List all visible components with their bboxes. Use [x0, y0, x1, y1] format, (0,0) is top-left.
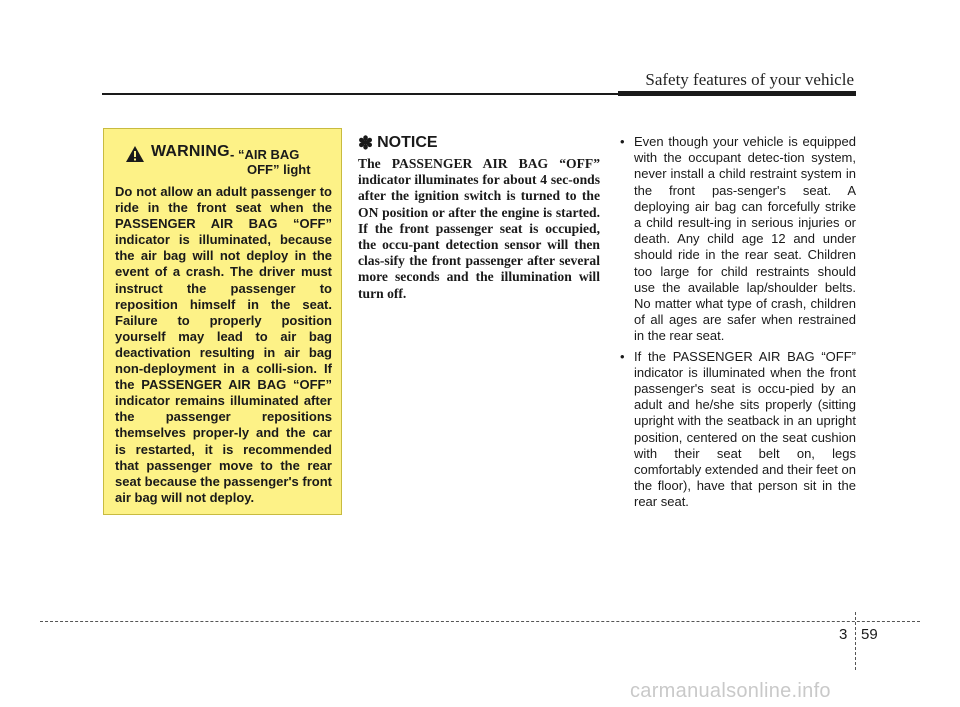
page-section-number: 3	[839, 626, 848, 643]
bullet-text: If the PASSENGER AIR BAG “OFF” indicator is illuminated when the front passenger's seat is occu-pied by an adult and he/she sits properly (sitting upright with the seatback in an upright position, centered on the seat cushion with their seat belt on, legs comfortably extended and their feet on the floor), have that person sit in the rear seat.	[634, 348, 856, 510]
warning-subtitle-line1: - “AIR BAG	[230, 147, 300, 162]
bullet-list	[618, 134, 856, 515]
bullet-icon: •	[620, 134, 625, 149]
notice-star-icon: ✽	[358, 133, 374, 153]
list-item	[618, 134, 856, 345]
page-header-title: Safety features of your vehicle	[645, 70, 854, 89]
warning-box	[103, 128, 342, 515]
warning-subtitle-line2: OFF” light	[247, 162, 311, 177]
notice-title: NOTICE	[377, 134, 438, 151]
warning-label: WARNING	[151, 143, 230, 160]
bullet-icon: •	[620, 348, 625, 364]
page-number: 59	[861, 626, 878, 643]
bullet-text: Even though your vehicle is equipped with the occupant detec-tion system, never install a child restraint system in the front pas-senger's seat. A deploying air bag can forcefully strike a child result-ing in serious injuries or death. Any child age 12 and under should ride in the rear seat. Children too large for child restraints should use the available lap/shoulder belts. No matter what type of crash, children of all ages are safer when restrained in the rear seat.	[634, 134, 856, 344]
footer-rule	[40, 621, 920, 622]
footer-divider	[855, 612, 856, 670]
notice-section	[358, 134, 600, 302]
warning-body: Do not allow an adult passenger to ride in the front seat when the PASSENGER AIR BAG “OFF” indicator is illuminated, because the air bag will not deploy in the event of a crash. The driver must instruct the passenger to reposition himself in the seat. Failure to properly position yourself may lead to air bag deactivation resulting in air bag non-deployment in a colli-sion. If the PASSENGER AIR BAG “OFF” indicator remains illuminated after the passenger repositions themselves proper-ly and the car is restarted, it is recommended that passenger move to the rear seat because the passenger's front air bag will not deploy.	[115, 184, 332, 505]
header-rule-accent	[618, 91, 856, 96]
warning-triangle-icon	[125, 145, 145, 163]
notice-heading	[358, 134, 600, 152]
list-item	[618, 349, 856, 511]
notice-body: The PASSENGER AIR BAG “OFF” indicator illuminates for about 4 sec-onds after the ignition switch is turned to the ON position or after the engine is started. If the front passenger seat is occupied, the occu-pant detection sensor will then clas-sify the front passenger after several more seconds and the illumination will turn off.	[358, 156, 600, 301]
warning-header	[115, 143, 332, 181]
watermark: carmanualsonline.info	[630, 680, 831, 702]
